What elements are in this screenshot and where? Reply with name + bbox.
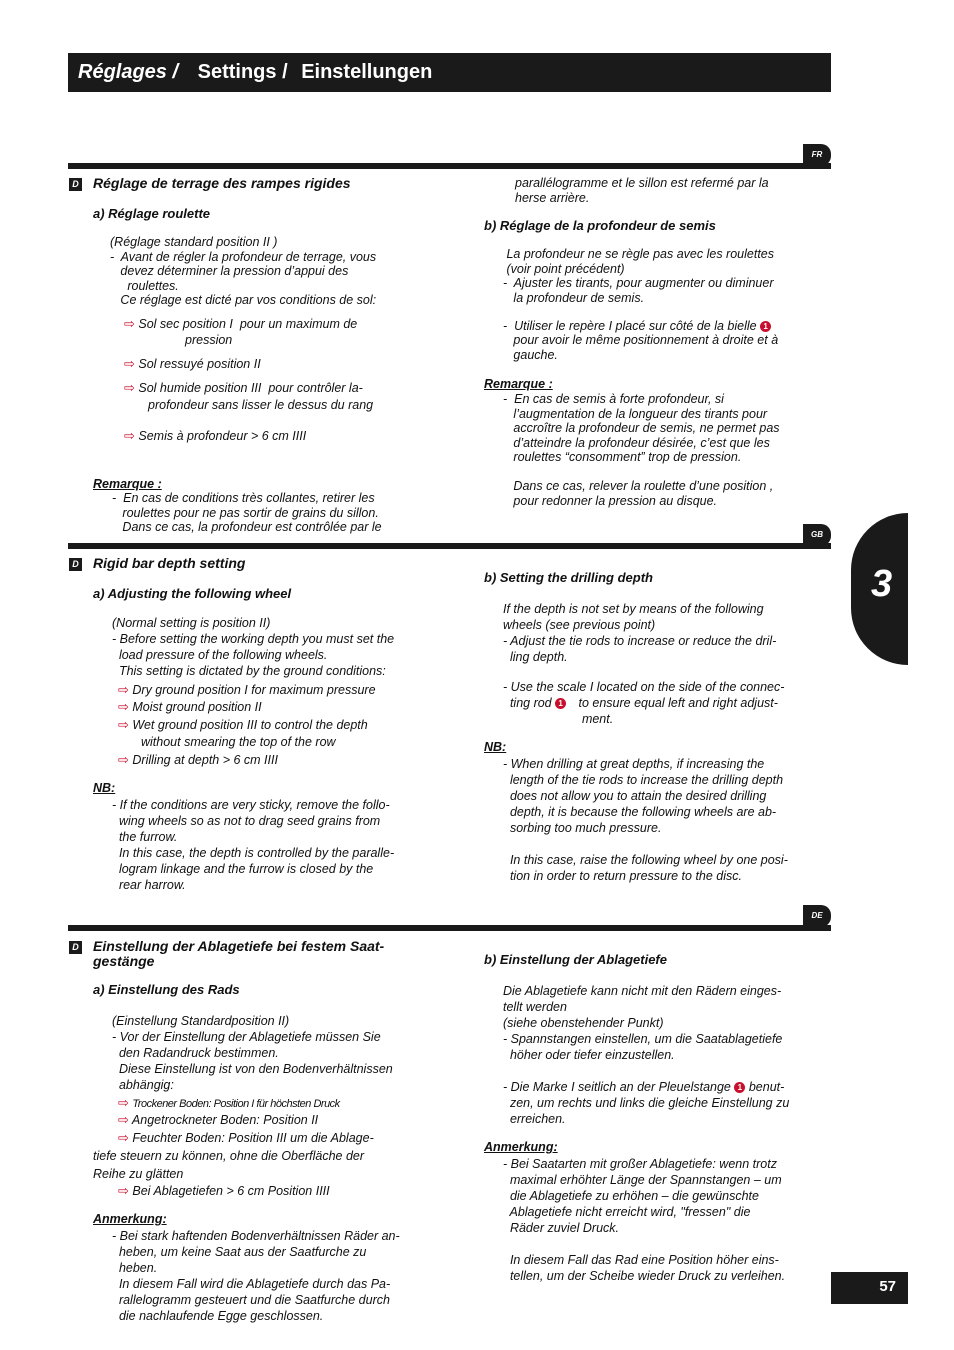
circled-number-icon: 1 xyxy=(555,698,566,709)
list-item-de-4: ⇨ Bei Ablagetiefen > 6 cm Position IIII xyxy=(118,1183,330,1198)
list-item-fr-3-cont: profondeur sans lisser le dessus du rang xyxy=(148,398,374,412)
lang-tab-de: DE xyxy=(803,905,831,927)
nb2-text-gb: - When drilling at great depths, if increasing the length of the tie rods to increase the drilling depth does not allow you to attain the desired drilling depth, it is because the following wheels are ab- sorbing too much pressure. In this case, raise the following wheel by one posi- tion in order to return pressure to the disc. xyxy=(503,757,788,883)
header-title-fr: Réglages / xyxy=(78,61,179,83)
circled-number-icon: 1 xyxy=(760,321,771,332)
text-col2-top-fr: parallélogramme et le sillon est refermé par la herse arrière. xyxy=(515,176,769,205)
list-item-gb-1: ⇨ Dry ground position I for maximum pressure xyxy=(118,682,376,697)
arrow-right-icon: ⇨ xyxy=(118,1112,129,1127)
remark-label-fr: Remarque : xyxy=(93,477,162,491)
header-title-gb: Settings / xyxy=(197,61,288,83)
text-b2c-de: zen, um rechts und links die gleiche Einstellung zu erreichen. xyxy=(509,1096,790,1126)
arrow-right-icon: ⇨ xyxy=(118,1130,129,1145)
arrow-right-icon: ⇨ xyxy=(118,682,129,697)
text-b2b-gb: ting rod 1 xyxy=(503,695,566,711)
subheading-a-fr: a) Réglage roulette xyxy=(93,206,211,221)
arrow-right-icon: ⇨ xyxy=(118,717,129,732)
header-title-de: Einstellungen xyxy=(301,61,433,83)
arrow-right-icon: ⇨ xyxy=(124,316,135,331)
section-icon: D xyxy=(69,558,82,571)
subheading-b-de: b) Einstellung der Ablagetiefe xyxy=(484,952,667,967)
text-a-fr: (Réglage standard position II ) - Avant de régler la profondeur de terrage, vous devez déterminer la pression d’appui des roulettes. Ce réglage est dicté par vos conditions de sol: xyxy=(110,235,377,307)
list-item-fr-3: ⇨ Sol humide position III pour contrôler la- xyxy=(124,380,363,395)
arrow-right-icon: ⇨ xyxy=(118,699,129,714)
list-item-fr-2: ⇨ Sol ressuyé position II xyxy=(124,356,261,371)
text-b2c-gb: to ensure equal left and right adjust- ment. xyxy=(578,696,778,726)
list-item-fr-1-cont: pression xyxy=(185,333,233,347)
remark2-label-fr: Remarque : xyxy=(484,377,553,391)
list-item-gb-3: ⇨ Wet ground position III to control the depth xyxy=(118,717,368,732)
remark-text-de: - Bei stark haftenden Bodenverhältnissen Räder an- heben, um keine Saat aus der Saatfurche zu heben. In diesem Fall wird die Ablagetiefe durch das Pa- rallelogramm gesteuert und die Saatfurche durch die nachlaufende Egge geschlossen. xyxy=(112,1229,400,1323)
section-title-fr: Réglage de terrage des rampes rigides xyxy=(93,175,351,191)
remark-text-fr: - En cas de conditions très collantes, retirer les roulettes pour ne pas sortir de grains du sillon. Dans ce cas, la profondeur est contrôlée par le xyxy=(112,491,382,534)
list-item-de-3: ⇨ Feuchter Boden: Position III um die Ablage- xyxy=(118,1130,374,1145)
text-b2-de: - Die Marke I seitlich an der Pleuelstange 1 benut- xyxy=(503,1080,785,1094)
section-divider-de xyxy=(68,925,831,931)
text-b1-gb: If the depth is not set by means of the following wheels (see previous point) - Adjust the tie rods to increase or reduce the dril- ling depth. xyxy=(503,602,777,664)
subheading-b-fr: b) Réglage de la profondeur de semis xyxy=(484,218,716,233)
list-item-fr-1: ⇨ Sol sec position I pour un maximum de xyxy=(124,316,358,331)
list-item-de-1: ⇨ Trockener Boden: Position I für höchsten Druck xyxy=(118,1095,340,1110)
text-a-de: (Einstellung Standardposition II) - Vor der Einstellung der Ablagetiefe müssen Sie den Radandruck bestimmen. Diese Einstellung ist von den Bodenverhältnissen abhängig: xyxy=(112,1014,393,1092)
section-icon: D xyxy=(69,178,82,191)
list-item-gb-2: ⇨ Moist ground position II xyxy=(118,699,262,714)
chapter-number: 3 xyxy=(871,563,893,605)
lang-tab-gb: GB xyxy=(803,524,831,546)
section-title-gb: Rigid bar depth setting xyxy=(93,555,246,571)
section-title-de: Einstellung der Ablagetiefe bei festem Saat- gestänge xyxy=(93,938,385,969)
section-divider-fr xyxy=(68,163,831,169)
section-icon: D xyxy=(69,941,82,954)
page-number: 57 xyxy=(831,1272,908,1304)
nb2-label-gb: NB: xyxy=(484,740,507,754)
arrow-right-icon: ⇨ xyxy=(118,1183,129,1198)
nb-label-gb: NB: xyxy=(93,781,116,795)
remark2-text-de: - Bei Saatarten mit großer Ablagetiefe: wenn trotz maximal erhöhter Länge der Spannstangen – um die Ablagetiefe zu erhöhen – die gewünschte Ablagetiefe nicht erreicht wird, "fressen" die Räder zuviel Druck. In diesem Fall das Rad eine Position höher eins- tellen, um der Scheibe wieder Druck zu verleihen. xyxy=(503,1157,786,1283)
arrow-right-icon: ⇨ xyxy=(124,380,135,395)
list-item-fr-4: ⇨ Semis à profondeur > 6 cm IIII xyxy=(124,428,307,443)
text-b2b-fr: pour avoir le même positionnement à droite et à gauche. xyxy=(513,333,779,362)
arrow-right-icon: ⇨ xyxy=(118,752,129,767)
text-a-gb: (Normal setting is position II) - Before setting the working depth you must set the load pressure of the following wheels. This setting is dictated by the ground conditions: xyxy=(112,616,395,678)
arrow-right-icon: ⇨ xyxy=(124,428,135,443)
remark2-label-de: Anmerkung: xyxy=(484,1140,558,1154)
circled-number-icon: 1 xyxy=(734,1082,745,1093)
text-b1-fr: La profondeur ne se règle pas avec les roulettes (voir point précédent) - Ajuster les tirants, pour augmenter ou diminuer la profondeur de semis. xyxy=(503,247,775,305)
subheading-a-de: a) Einstellung des Rads xyxy=(93,982,240,997)
subheading-b-gb: b) Setting the drilling depth xyxy=(484,570,653,585)
remark-label-de: Anmerkung: xyxy=(93,1212,167,1226)
remark2-text-fr: - En cas de semis à forte profondeur, si l’augmentation de la longueur des tirants pour accroître la profondeur de semis, ne permet pas d’atteindre la profondeur désirée, c’est que les roulettes “consomment” trop de pression. Dans ce cas, relever la roulette d’une position , pour redonner la pression au disque. xyxy=(503,392,780,508)
lang-tab-fr: FR xyxy=(803,144,831,166)
text-b2-gb: - Use the scale I located on the side of the connec- xyxy=(503,680,785,694)
text-b2-fr: - Utiliser le repère I placé sur côté de la bielle 1 xyxy=(503,319,771,334)
subheading-a-gb: a) Adjusting the following wheel xyxy=(93,586,292,601)
arrow-right-icon: ⇨ xyxy=(124,356,135,371)
arrow-right-icon: ⇨ xyxy=(118,1095,129,1110)
text-b1-de: Die Ablagetiefe kann nicht mit den Rädern einges- tellt werden (siehe obenstehender Punkt) - Spannstangen einstellen, um die Saatablagetiefe höher oder tiefer einzustellen. xyxy=(503,984,783,1062)
list-item-de-3-cont: tiefe steuern zu können, ohne die Oberfläche der Reihe zu glätten xyxy=(93,1149,365,1181)
page-header xyxy=(68,53,831,92)
list-item-gb-3-cont: without smearing the top of the row xyxy=(141,735,336,749)
chapter-tab xyxy=(851,513,908,665)
list-item-gb-4: ⇨ Drilling at depth > 6 cm IIII xyxy=(118,752,278,767)
nb-text-gb: - If the conditions are very sticky, remove the follo- wing wheels so as not to drag seed grains from the furrow. In this case, the depth is controlled by the paralle- logram linkage and the furrow is closed by the rear harrow. xyxy=(112,798,395,892)
section-divider-gb xyxy=(68,543,831,549)
list-item-de-2: ⇨ Angetrockneter Boden: Position II xyxy=(118,1112,319,1127)
